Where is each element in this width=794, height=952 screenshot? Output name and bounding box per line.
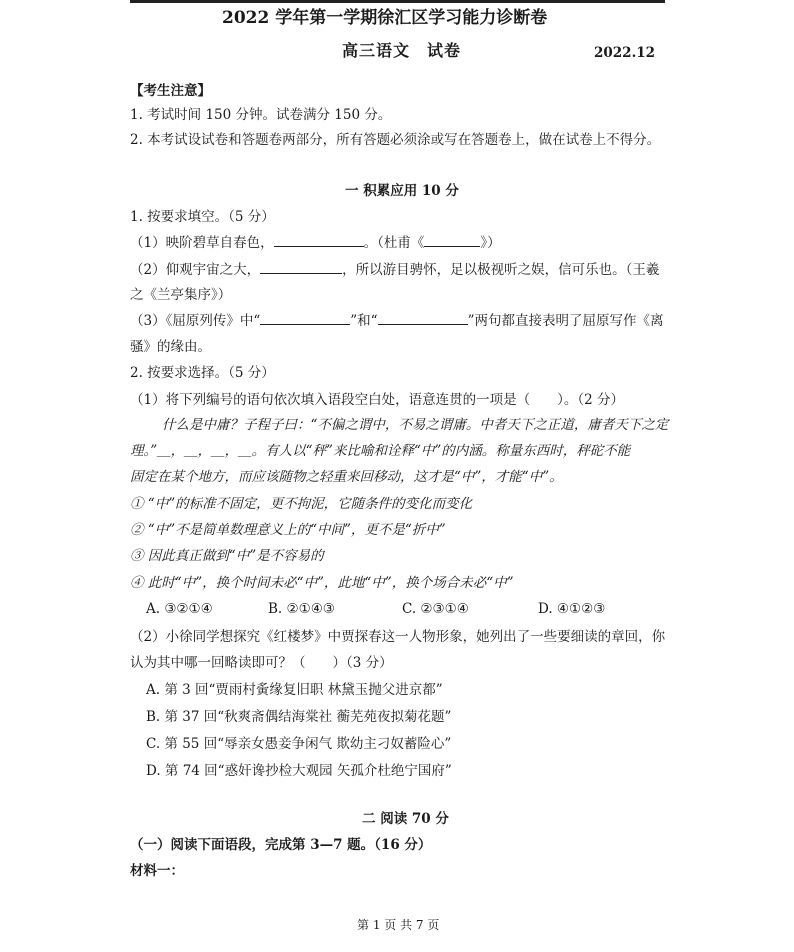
section1-heading: 一 积累应用 10 分 (345, 183, 459, 199)
sentence-item-1: ① “中”的标准不固定，更不拘泥，它随条件的变化而变化 (130, 496, 473, 512)
exam-title: 2022 学年第一学期徐汇区学习能力诊断卷 (222, 8, 548, 28)
q2-sub2-stem: （2）小徐同学想探究《红楼梦》中贾探春这一人物形象，她列出了一些要细读的章回，你 (130, 629, 666, 645)
top-rule (130, 0, 665, 3)
choice-b: B. 第 37 回“秋爽斋偶结海棠社 蘅芜苑夜拟菊花题” (146, 709, 452, 725)
choice-d: D. 第 74 回“惑奸谗抄检大观园 矢孤介杜绝宁国府” (146, 763, 452, 779)
sentence-item-4: ④ 此时“中”，换个时间未必“中”，此地“中”，换个场合未必“中” (130, 575, 514, 591)
q1-sub2: （2）仰观宇宙之大， ，所以游目骋怀，足以极视听之娱，信可乐也。（王羲 (130, 262, 660, 278)
q1-sub3: （3）《屈原列传》中“ ”和“ ”两句都直接表明了屈原写作《离 (130, 313, 664, 329)
answer-blank (260, 312, 350, 325)
answer-blank (424, 234, 480, 247)
section2-heading: 二 阅读 70 分 (362, 811, 449, 827)
q2-stem: 2. 按要求选择。（5 分） (130, 365, 275, 381)
material-label: 材料一： (130, 863, 184, 879)
choice-c: C. 第 55 回“辱亲女愚妾争闲气 欺幼主刁奴蓄险心” (146, 736, 452, 752)
choice-a: A. 第 3 回“贾雨村夤缘复旧职 林黛玉抛父进京都” (146, 682, 443, 698)
passage-line-1: 什么是中庸？子程子曰：“不偏之谓中，不易之谓庸。中者天下之正道，庸者天下之定 (162, 417, 669, 433)
notice-item-1: 1. 考试时间 150 分钟。试卷满分 150 分。 (130, 107, 392, 123)
passage-line-2: 理。”＿，＿，＿，＿。有人以“秤”来比喻和诠释“中”的内涵。称量东西时，秤砣不能 (130, 443, 631, 459)
answer-blank (378, 312, 468, 325)
option-c: C. ②③①④ (402, 601, 469, 617)
exam-date: 2022.12 (594, 45, 656, 61)
option-d: D. ④①②③ (538, 601, 606, 617)
section2-part1: （一）阅读下面语段，完成第 3—7 题。（16 分） (130, 837, 432, 853)
passage-line-3: 固定在某个地方，而应该随物之轻重来回移动，这才是“中”，才能“中”。 (130, 469, 563, 485)
q1-sub2-cont: 之《兰亭集序》） (130, 287, 232, 303)
answer-blank (260, 261, 342, 274)
sentence-item-3: ③ 因此真正做到“中”是不容易的 (130, 548, 324, 564)
q2-sub1-stem: （1）将下列编号的语句依次填入语段空白处，语意连贯的一项是（ ）。（2 分） (130, 392, 624, 408)
q1-sub3-cont: 骚》的缘由。 (130, 339, 211, 355)
notice-item-2: 2. 本考试设试卷和答题卷两部分，所有答题必须涂或写在答题卷上，做在试卷上不得分。 (130, 132, 661, 148)
q1-sub1: （1）映阶碧草自春色， 。（杜甫《 》） (130, 235, 501, 251)
option-b: B. ②①④③ (268, 601, 335, 617)
sentence-item-2: ② “中”不是简单数理意义上的“中间”，更不是“折中” (130, 522, 446, 538)
exam-subtitle: 高三语文 试卷 (342, 41, 462, 60)
notice-heading: 【考生注意】 (130, 83, 211, 99)
answer-blank (274, 234, 364, 247)
q1-stem: 1. 按要求填空。（5 分） (130, 209, 275, 225)
option-a: A. ③②①④ (146, 601, 213, 617)
page-footer: 第 1 页 共 7 页 (357, 918, 440, 932)
q2-sub2-stem-cont: 认为其中哪一回略读即可？（ ）（3 分） (130, 655, 393, 671)
